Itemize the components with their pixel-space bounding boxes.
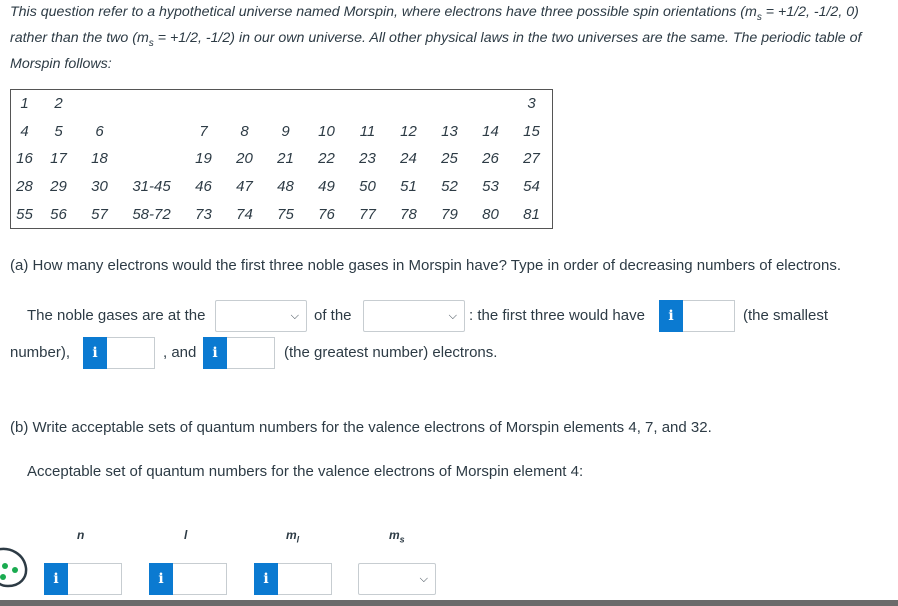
element-cell: 56 <box>50 205 67 223</box>
col-l-label: l <box>184 528 188 542</box>
element-cell: 15 <box>523 122 540 140</box>
element-cell <box>306 90 347 118</box>
element-cell <box>183 90 224 118</box>
element-cell: 4 <box>20 122 29 140</box>
part-a-text-6: , and <box>163 344 197 361</box>
ms-select[interactable] <box>358 563 436 595</box>
element-cell: 54 <box>523 178 540 196</box>
element-cell: 55 <box>16 205 33 223</box>
element-cell <box>79 90 120 118</box>
element-cell: 73 <box>195 205 212 223</box>
element-cell: 14 <box>482 122 499 140</box>
table-row <box>11 90 553 118</box>
element-cell: 78 <box>400 205 417 223</box>
table-row <box>11 173 553 201</box>
element-cell: 48 <box>277 178 294 196</box>
element-cell: 10 <box>318 122 335 140</box>
element-cell: 31-45 <box>132 178 171 196</box>
element-cell: 58-72 <box>132 205 171 223</box>
element-cell: 28 <box>16 178 33 196</box>
element-cell <box>120 90 183 118</box>
part-a-question: (a) How many electrons would the first three noble gases in Morspin have? Type in order of decreasing numbers of electrons. <box>10 257 841 274</box>
table-row <box>11 200 553 228</box>
chevron-down-icon: ⌵ <box>419 572 428 585</box>
element-cell <box>388 90 429 118</box>
element-cell: 80 <box>482 205 499 223</box>
element-cell: 19 <box>195 150 212 168</box>
intro-text: This question refer to a hypothetical universe named Morspin, where electrons have three possible spin orientations ($m_s = +1/2$, -1/2, 0) rather than the two ($m_s = +1/2$, -1/2) in our own universe. All other physical laws in the two universes are the same. The periodic table of Morspin follows: <box>10 4 862 72</box>
element-cell: 50 <box>359 178 376 196</box>
element-cell: 77 <box>359 205 376 223</box>
part-a-text-5: number), <box>10 344 71 361</box>
element-cell: 23 <box>359 150 376 168</box>
info-icon[interactable]: i <box>659 300 683 332</box>
element-cell: 24 <box>400 150 417 168</box>
element-cell: 27 <box>523 150 540 168</box>
element-cell: 47 <box>236 178 253 196</box>
element-cell <box>224 90 265 118</box>
element-cell: 7 <box>199 122 208 140</box>
element-cell: 11 <box>359 122 376 140</box>
chevron-down-icon: ⌵ <box>448 309 457 322</box>
part-a-text-1: The noble gases are at the <box>27 307 206 324</box>
info-icon[interactable]: i <box>83 337 107 369</box>
element-cell: 8 <box>240 122 249 140</box>
element-cell <box>120 118 183 146</box>
element-cell: 17 <box>50 150 67 168</box>
element-cell: 3 <box>527 95 536 113</box>
element-cell: 52 <box>441 178 458 196</box>
element-cell: 30 <box>91 178 108 196</box>
noble-group-select[interactable] <box>363 300 465 332</box>
info-icon[interactable]: i <box>254 563 278 595</box>
info-icon[interactable]: i <box>203 337 227 369</box>
element-cell <box>347 90 388 118</box>
element-cell: 5 <box>54 122 63 140</box>
middle-electrons-input[interactable] <box>83 337 155 369</box>
element-cell <box>470 90 511 118</box>
part-a-text-4: (the smallest <box>743 307 829 324</box>
element-cell: 74 <box>236 205 253 223</box>
element-cell: 16 <box>16 150 33 168</box>
element-cell: 79 <box>441 205 458 223</box>
smallest-electrons-input[interactable] <box>659 300 735 332</box>
element-cell: 22 <box>318 150 335 168</box>
info-icon[interactable]: i <box>149 563 173 595</box>
bottom-scrollbar[interactable] <box>0 600 898 606</box>
element-cell: 26 <box>482 150 499 168</box>
noble-position-select[interactable] <box>215 300 307 332</box>
palette-icon[interactable] <box>0 546 32 590</box>
element-cell: 57 <box>91 205 108 223</box>
element-cell <box>120 145 183 173</box>
element-cell: 46 <box>195 178 212 196</box>
periodic-table <box>10 89 553 229</box>
element-cell <box>429 90 470 118</box>
element-cell: 18 <box>91 150 108 168</box>
part-a-text-2: of the <box>314 307 352 324</box>
element-cell: 2 <box>54 95 63 113</box>
table-row <box>11 118 553 146</box>
chevron-down-icon: ⌵ <box>290 309 299 322</box>
ml-input[interactable] <box>254 563 332 595</box>
part-b-question: (b) Write acceptable sets of quantum numbers for the valence electrons of Morspin elements 4, 7, and 32. <box>10 419 712 436</box>
l-input[interactable] <box>149 563 227 595</box>
table-row <box>11 145 553 173</box>
element-cell: 6 <box>95 122 104 140</box>
col-ml-label: $m_l$ <box>286 528 300 545</box>
element-cell: 49 <box>318 178 335 196</box>
element-cell: 9 <box>281 122 290 140</box>
element-cell: 51 <box>400 178 417 196</box>
element-cell: 75 <box>277 205 294 223</box>
greatest-electrons-input[interactable] <box>203 337 275 369</box>
element-cell: 76 <box>318 205 335 223</box>
col-ms-label: $m_s$ <box>389 528 405 545</box>
part-b-subtitle: Acceptable set of quantum numbers for the valence electrons of Morspin element 4: <box>27 463 584 480</box>
element-cell: 25 <box>441 150 458 168</box>
element-cell: 53 <box>482 178 499 196</box>
element-cell: 20 <box>236 150 253 168</box>
part-a-text-3: : the first three would have <box>469 307 645 324</box>
part-a-text-7: (the greatest number) electrons. <box>284 344 498 361</box>
element-cell: 13 <box>441 122 458 140</box>
element-cell: 29 <box>50 178 67 196</box>
element-cell: 12 <box>400 122 417 140</box>
n-input[interactable] <box>44 563 122 595</box>
element-cell: 81 <box>523 205 540 223</box>
info-icon[interactable]: i <box>44 563 68 595</box>
element-cell <box>265 90 306 118</box>
element-cell: 21 <box>277 150 294 168</box>
col-n-label: n <box>77 528 85 542</box>
element-cell: 1 <box>20 95 29 113</box>
